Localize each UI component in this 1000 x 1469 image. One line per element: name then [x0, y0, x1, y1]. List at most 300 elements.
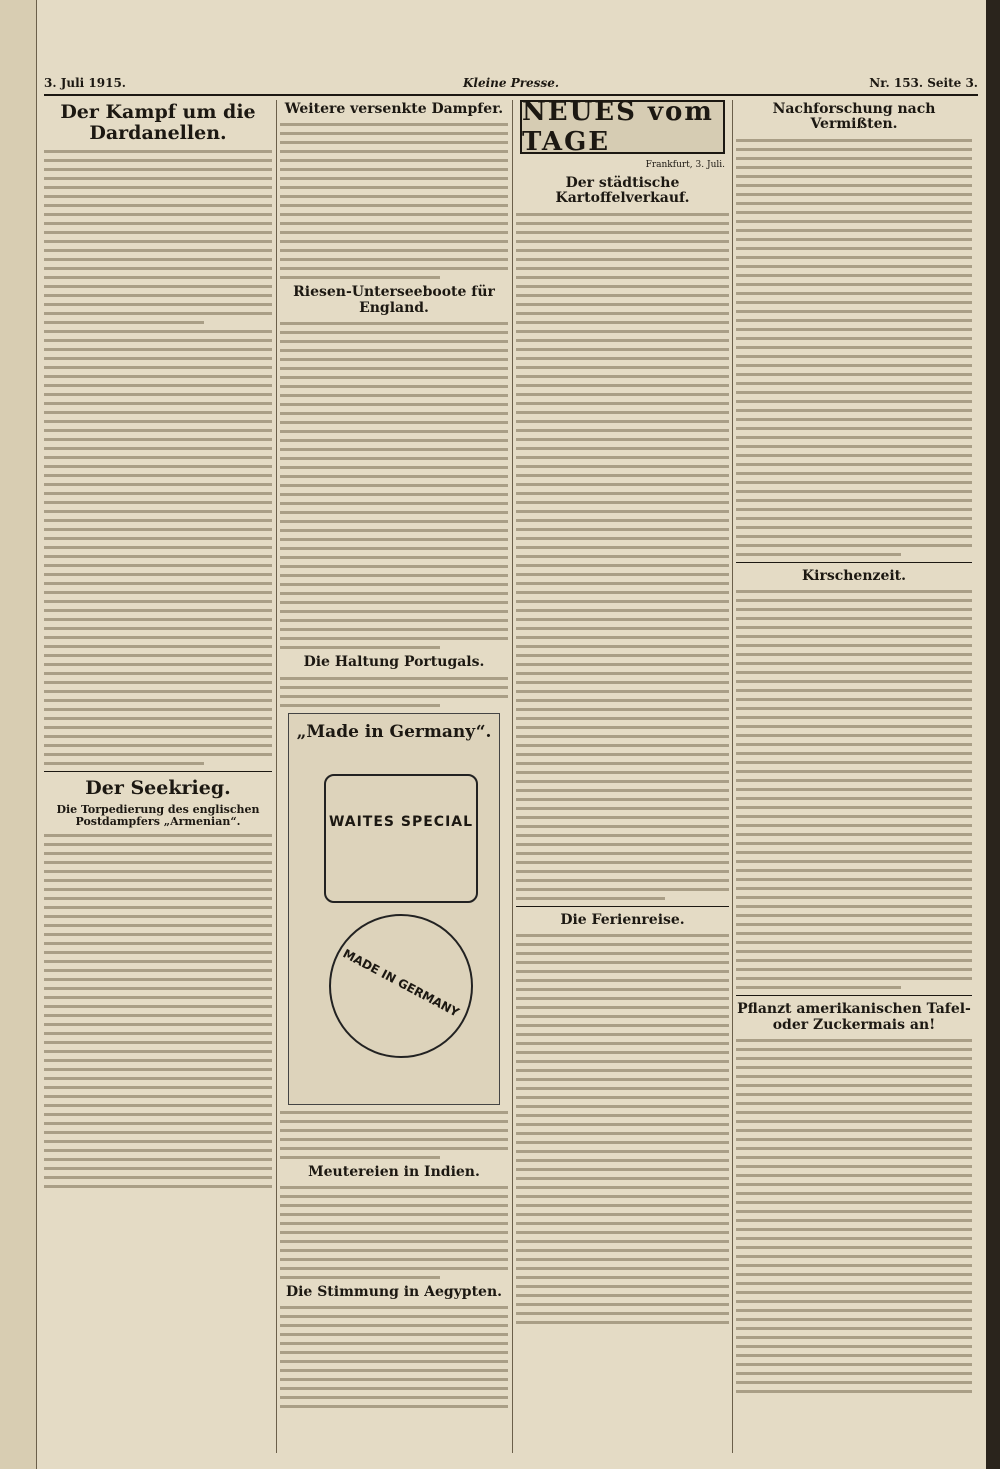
issue-number: Nr. 153. Seite 3. [869, 76, 978, 90]
text-line [44, 249, 272, 252]
text-line [516, 1105, 729, 1108]
text-line [516, 294, 729, 297]
text-line [44, 1176, 272, 1179]
text-line [516, 582, 729, 585]
text-line [736, 166, 972, 169]
text-line [44, 834, 272, 837]
text-line [736, 445, 972, 448]
text-line [516, 834, 729, 837]
text-line [516, 330, 729, 333]
text-line [736, 959, 972, 962]
text-line [736, 770, 972, 773]
headline-seekrieg: Der Seekrieg. [85, 776, 231, 799]
text-line [736, 184, 972, 187]
text-line [44, 1041, 272, 1044]
text-line [736, 1291, 972, 1294]
headline-made-in-germany: „Made in Germany“. [296, 721, 492, 742]
text-line [44, 663, 272, 666]
text-line [736, 1336, 972, 1339]
text-line [516, 879, 729, 882]
text-line [736, 1219, 972, 1222]
text-line [516, 843, 729, 846]
text-line [516, 393, 729, 396]
text-line [44, 915, 272, 918]
text-line [280, 168, 508, 171]
text-line [44, 276, 272, 279]
text-line [44, 1077, 272, 1080]
text-line [44, 1032, 272, 1035]
text-line [736, 229, 972, 232]
text-line [280, 1342, 508, 1345]
text-line [280, 1186, 508, 1189]
article-body [280, 677, 508, 707]
text-line [44, 546, 272, 549]
text-line [516, 627, 729, 630]
text-line [516, 708, 729, 711]
text-line [736, 626, 972, 629]
text-line [516, 654, 729, 657]
text-line [280, 565, 508, 568]
text-line [736, 553, 901, 556]
text-line [516, 699, 729, 702]
text-line [280, 403, 508, 406]
text-line [44, 1113, 272, 1116]
made-in-germany-box [288, 713, 500, 1105]
text-line [736, 860, 972, 863]
text-line [516, 501, 729, 504]
text-line [44, 474, 272, 477]
text-line [280, 1387, 508, 1390]
text-line [736, 391, 972, 394]
text-line [280, 267, 508, 270]
text-line [44, 564, 272, 567]
text-line [44, 1005, 272, 1008]
scan-edge [986, 0, 1000, 1469]
previous-page-edge [0, 0, 37, 1469]
text-line [44, 402, 272, 405]
headline-nachforschung: Nachforschung nach Vermißten. [772, 101, 936, 133]
text-line [736, 680, 972, 683]
text-line [280, 1396, 508, 1399]
article-body [44, 834, 272, 1188]
text-line [736, 923, 972, 926]
headline-kirschenzeit: Kirschenzeit. [801, 567, 907, 584]
text-line [516, 636, 729, 639]
text-line [736, 617, 972, 620]
paper-name: Kleine Presse. [462, 76, 560, 90]
text-line [44, 870, 272, 873]
text-line [280, 1204, 508, 1207]
text-line [736, 157, 972, 160]
text-line [280, 475, 508, 478]
text-line [280, 556, 508, 559]
text-line [44, 951, 272, 954]
text-line [516, 979, 729, 982]
text-line [516, 1240, 729, 1243]
text-line [736, 337, 972, 340]
text-line [516, 1222, 729, 1225]
column-1 [44, 100, 272, 1453]
text-line [736, 175, 972, 178]
text-line [516, 870, 729, 873]
text-line [736, 436, 972, 439]
text-line [44, 618, 272, 621]
section-divider [516, 906, 729, 907]
text-line [736, 373, 972, 376]
text-line [736, 734, 972, 737]
text-line [44, 600, 272, 603]
text-line [44, 438, 272, 441]
text-line [280, 439, 508, 442]
text-line [44, 906, 272, 909]
text-line [44, 1167, 272, 1170]
text-line [280, 430, 508, 433]
text-line [516, 1303, 729, 1306]
text-line [44, 339, 272, 342]
article-body [736, 139, 972, 556]
text-line [280, 677, 508, 680]
text-line [44, 1131, 272, 1134]
text-line [44, 150, 272, 153]
text-line [736, 346, 972, 349]
text-line [736, 319, 972, 322]
text-line [736, 941, 972, 944]
text-line [736, 481, 972, 484]
text-line [736, 1138, 972, 1141]
text-line [44, 762, 204, 765]
text-line [44, 1095, 272, 1098]
text-line [280, 195, 508, 198]
text-line [280, 520, 508, 523]
text-line [44, 582, 272, 585]
text-line [44, 942, 272, 945]
column-rule [276, 100, 277, 1453]
text-line [44, 897, 272, 900]
dateline: Frankfurt, 3. Juli. [645, 160, 725, 170]
text-line [736, 526, 972, 529]
text-line [44, 159, 272, 162]
text-line [44, 1023, 272, 1026]
text-line [44, 321, 204, 324]
page-header [44, 72, 978, 96]
text-line [44, 420, 272, 423]
text-line [516, 771, 729, 774]
text-line [516, 465, 729, 468]
text-line [280, 637, 508, 640]
text-line [736, 1165, 972, 1168]
text-line [516, 1276, 729, 1279]
text-line [736, 779, 972, 782]
text-line [280, 628, 508, 631]
text-line [280, 231, 508, 234]
text-line [44, 456, 272, 459]
text-line [736, 1372, 972, 1375]
text-line [516, 411, 729, 414]
text-line [280, 502, 508, 505]
text-line [736, 851, 972, 854]
text-line [280, 610, 508, 613]
text-line [44, 330, 272, 333]
text-line [280, 376, 508, 379]
text-line [736, 1201, 972, 1204]
text-line [44, 222, 272, 225]
headline-aegypten: Die Stimmung in Aegypten. [285, 1283, 503, 1300]
text-line [736, 608, 972, 611]
text-line [516, 807, 729, 810]
text-line [280, 394, 508, 397]
text-line [44, 510, 272, 513]
text-line [736, 1381, 972, 1384]
text-line [516, 861, 729, 864]
text-line [516, 1267, 729, 1270]
text-line [736, 662, 972, 665]
text-line [516, 897, 665, 900]
text-line [280, 1315, 508, 1318]
text-line [516, 447, 729, 450]
text-line [280, 583, 508, 586]
text-line [736, 1354, 972, 1357]
text-line [44, 195, 272, 198]
text-line [736, 472, 972, 475]
text-line [516, 258, 729, 261]
text-line [736, 535, 972, 538]
headline-dardanellen: Der Kampf um die Dardanellen. [60, 101, 256, 144]
text-line [44, 645, 272, 648]
text-line [280, 1333, 508, 1336]
text-line [736, 1192, 972, 1195]
headline-dampfer: Weitere versenkte Dampfer. [284, 101, 504, 117]
text-line [736, 815, 972, 818]
text-line [516, 1024, 729, 1027]
text-line [516, 528, 729, 531]
text-line [516, 961, 729, 964]
text-line [516, 1141, 729, 1144]
text-line [516, 1249, 729, 1252]
text-line [516, 1069, 729, 1072]
text-line [736, 887, 972, 890]
text-line [516, 357, 729, 360]
text-line [736, 1093, 972, 1096]
text-line [516, 1177, 729, 1180]
text-line [516, 591, 729, 594]
text-line [280, 592, 508, 595]
text-line [516, 1294, 729, 1297]
headline-ferienreise: Die Ferienreise. [560, 911, 685, 928]
text-line [280, 484, 508, 487]
text-line [44, 303, 272, 306]
text-line [280, 529, 508, 532]
text-line [44, 1140, 272, 1143]
text-line [736, 1210, 972, 1213]
text-line [736, 878, 972, 881]
text-line [280, 1267, 508, 1270]
text-line [516, 1195, 729, 1198]
text-line [516, 483, 729, 486]
text-line [44, 987, 272, 990]
text-line [44, 654, 272, 657]
text-line [736, 517, 972, 520]
article-body [516, 934, 729, 1324]
text-line [736, 671, 972, 674]
text-line [736, 1120, 972, 1123]
text-line [516, 618, 729, 621]
text-line [516, 366, 729, 369]
text-line [280, 1249, 508, 1252]
text-line [280, 457, 508, 460]
text-line [736, 644, 972, 647]
text-line [44, 690, 272, 693]
text-line [516, 240, 729, 243]
waites-special-stamp: WAITES SPECIAL [324, 774, 478, 903]
text-line [736, 301, 972, 304]
text-line [516, 375, 729, 378]
text-line [736, 499, 972, 502]
text-line [736, 1363, 972, 1366]
text-line [516, 780, 729, 783]
text-line [516, 1213, 729, 1216]
text-line [44, 294, 272, 297]
text-line [44, 852, 272, 855]
text-line [736, 1147, 972, 1150]
text-line [280, 1351, 508, 1354]
text-line [44, 285, 272, 288]
text-line [280, 322, 508, 325]
text-line [736, 806, 972, 809]
text-line [516, 744, 729, 747]
text-line [516, 213, 729, 216]
text-line [736, 743, 972, 746]
text-line [516, 321, 729, 324]
text-line [736, 599, 972, 602]
text-line [736, 869, 972, 872]
text-line [736, 202, 972, 205]
text-line [516, 690, 729, 693]
text-line [736, 364, 972, 367]
text-line [516, 402, 729, 405]
text-line [516, 663, 729, 666]
text-line [516, 492, 729, 495]
text-line [736, 725, 972, 728]
text-line [44, 357, 272, 360]
section-divider [736, 562, 972, 563]
text-line [280, 1111, 508, 1114]
text-line [516, 1006, 729, 1009]
text-line [736, 833, 972, 836]
text-line [280, 1129, 508, 1132]
text-line [280, 276, 440, 279]
text-line [280, 1240, 508, 1243]
text-line [44, 204, 272, 207]
text-line [736, 1345, 972, 1348]
article-body [280, 322, 508, 649]
text-line [280, 686, 508, 689]
text-line [44, 726, 272, 729]
text-line [516, 934, 729, 937]
text-line [44, 492, 272, 495]
headline-armenian: Die Torpedierung des englischen Postdampfers „Armenian“. [56, 802, 260, 828]
article-body [736, 590, 972, 989]
text-line [736, 986, 901, 989]
text-line [280, 1378, 508, 1381]
text-line [280, 177, 508, 180]
text-line [736, 1300, 972, 1303]
column-2 [280, 100, 508, 1453]
headline-kartoffelverkauf: Der städtische Kartoffelverkauf. [555, 175, 690, 207]
text-line [280, 204, 508, 207]
section-divider [736, 995, 972, 996]
column-rule [512, 100, 513, 1453]
text-line [736, 1309, 972, 1312]
text-line [516, 1123, 729, 1126]
text-line [736, 842, 972, 845]
text-line [516, 789, 729, 792]
text-line [280, 538, 508, 541]
text-line [736, 716, 972, 719]
text-line [280, 574, 508, 577]
text-line [44, 888, 272, 891]
text-line [736, 292, 972, 295]
text-line [736, 247, 972, 250]
text-line [516, 1150, 729, 1153]
issue-date: 3. Juli 1915. [44, 76, 126, 90]
text-line [44, 366, 272, 369]
text-line [736, 932, 972, 935]
text-line [516, 222, 729, 225]
text-line [516, 285, 729, 288]
text-line [516, 726, 729, 729]
text-line [44, 735, 272, 738]
text-line [44, 177, 272, 180]
text-line [516, 816, 729, 819]
text-line [736, 1102, 972, 1105]
text-line [516, 600, 729, 603]
text-line [516, 1033, 729, 1036]
text-line [280, 349, 508, 352]
text-line [516, 762, 729, 765]
text-line [516, 888, 729, 891]
text-line [736, 761, 972, 764]
text-line [44, 213, 272, 216]
text-line [44, 627, 272, 630]
text-line [516, 735, 729, 738]
text-line [280, 141, 508, 144]
text-line [280, 646, 440, 649]
text-line [44, 861, 272, 864]
text-line [516, 1312, 729, 1315]
text-line [44, 447, 272, 450]
text-line [736, 238, 972, 241]
text-line [516, 339, 729, 342]
text-line [280, 704, 440, 707]
text-line [736, 508, 972, 511]
text-line [280, 1213, 508, 1216]
text-line [44, 555, 272, 558]
text-line [736, 1057, 972, 1060]
text-line [44, 699, 272, 702]
text-line [280, 1195, 508, 1198]
text-line [736, 1156, 972, 1159]
headline-zuckermais: Pflanzt amerikanischen Tafel- oder Zuckermais an! [737, 1001, 971, 1033]
text-line [516, 348, 729, 351]
text-line [516, 1096, 729, 1099]
text-line [280, 331, 508, 334]
text-line [44, 1185, 272, 1188]
text-line [516, 997, 729, 1000]
text-line [736, 1282, 972, 1285]
text-line [516, 537, 729, 540]
text-line [44, 429, 272, 432]
text-line [516, 438, 729, 441]
